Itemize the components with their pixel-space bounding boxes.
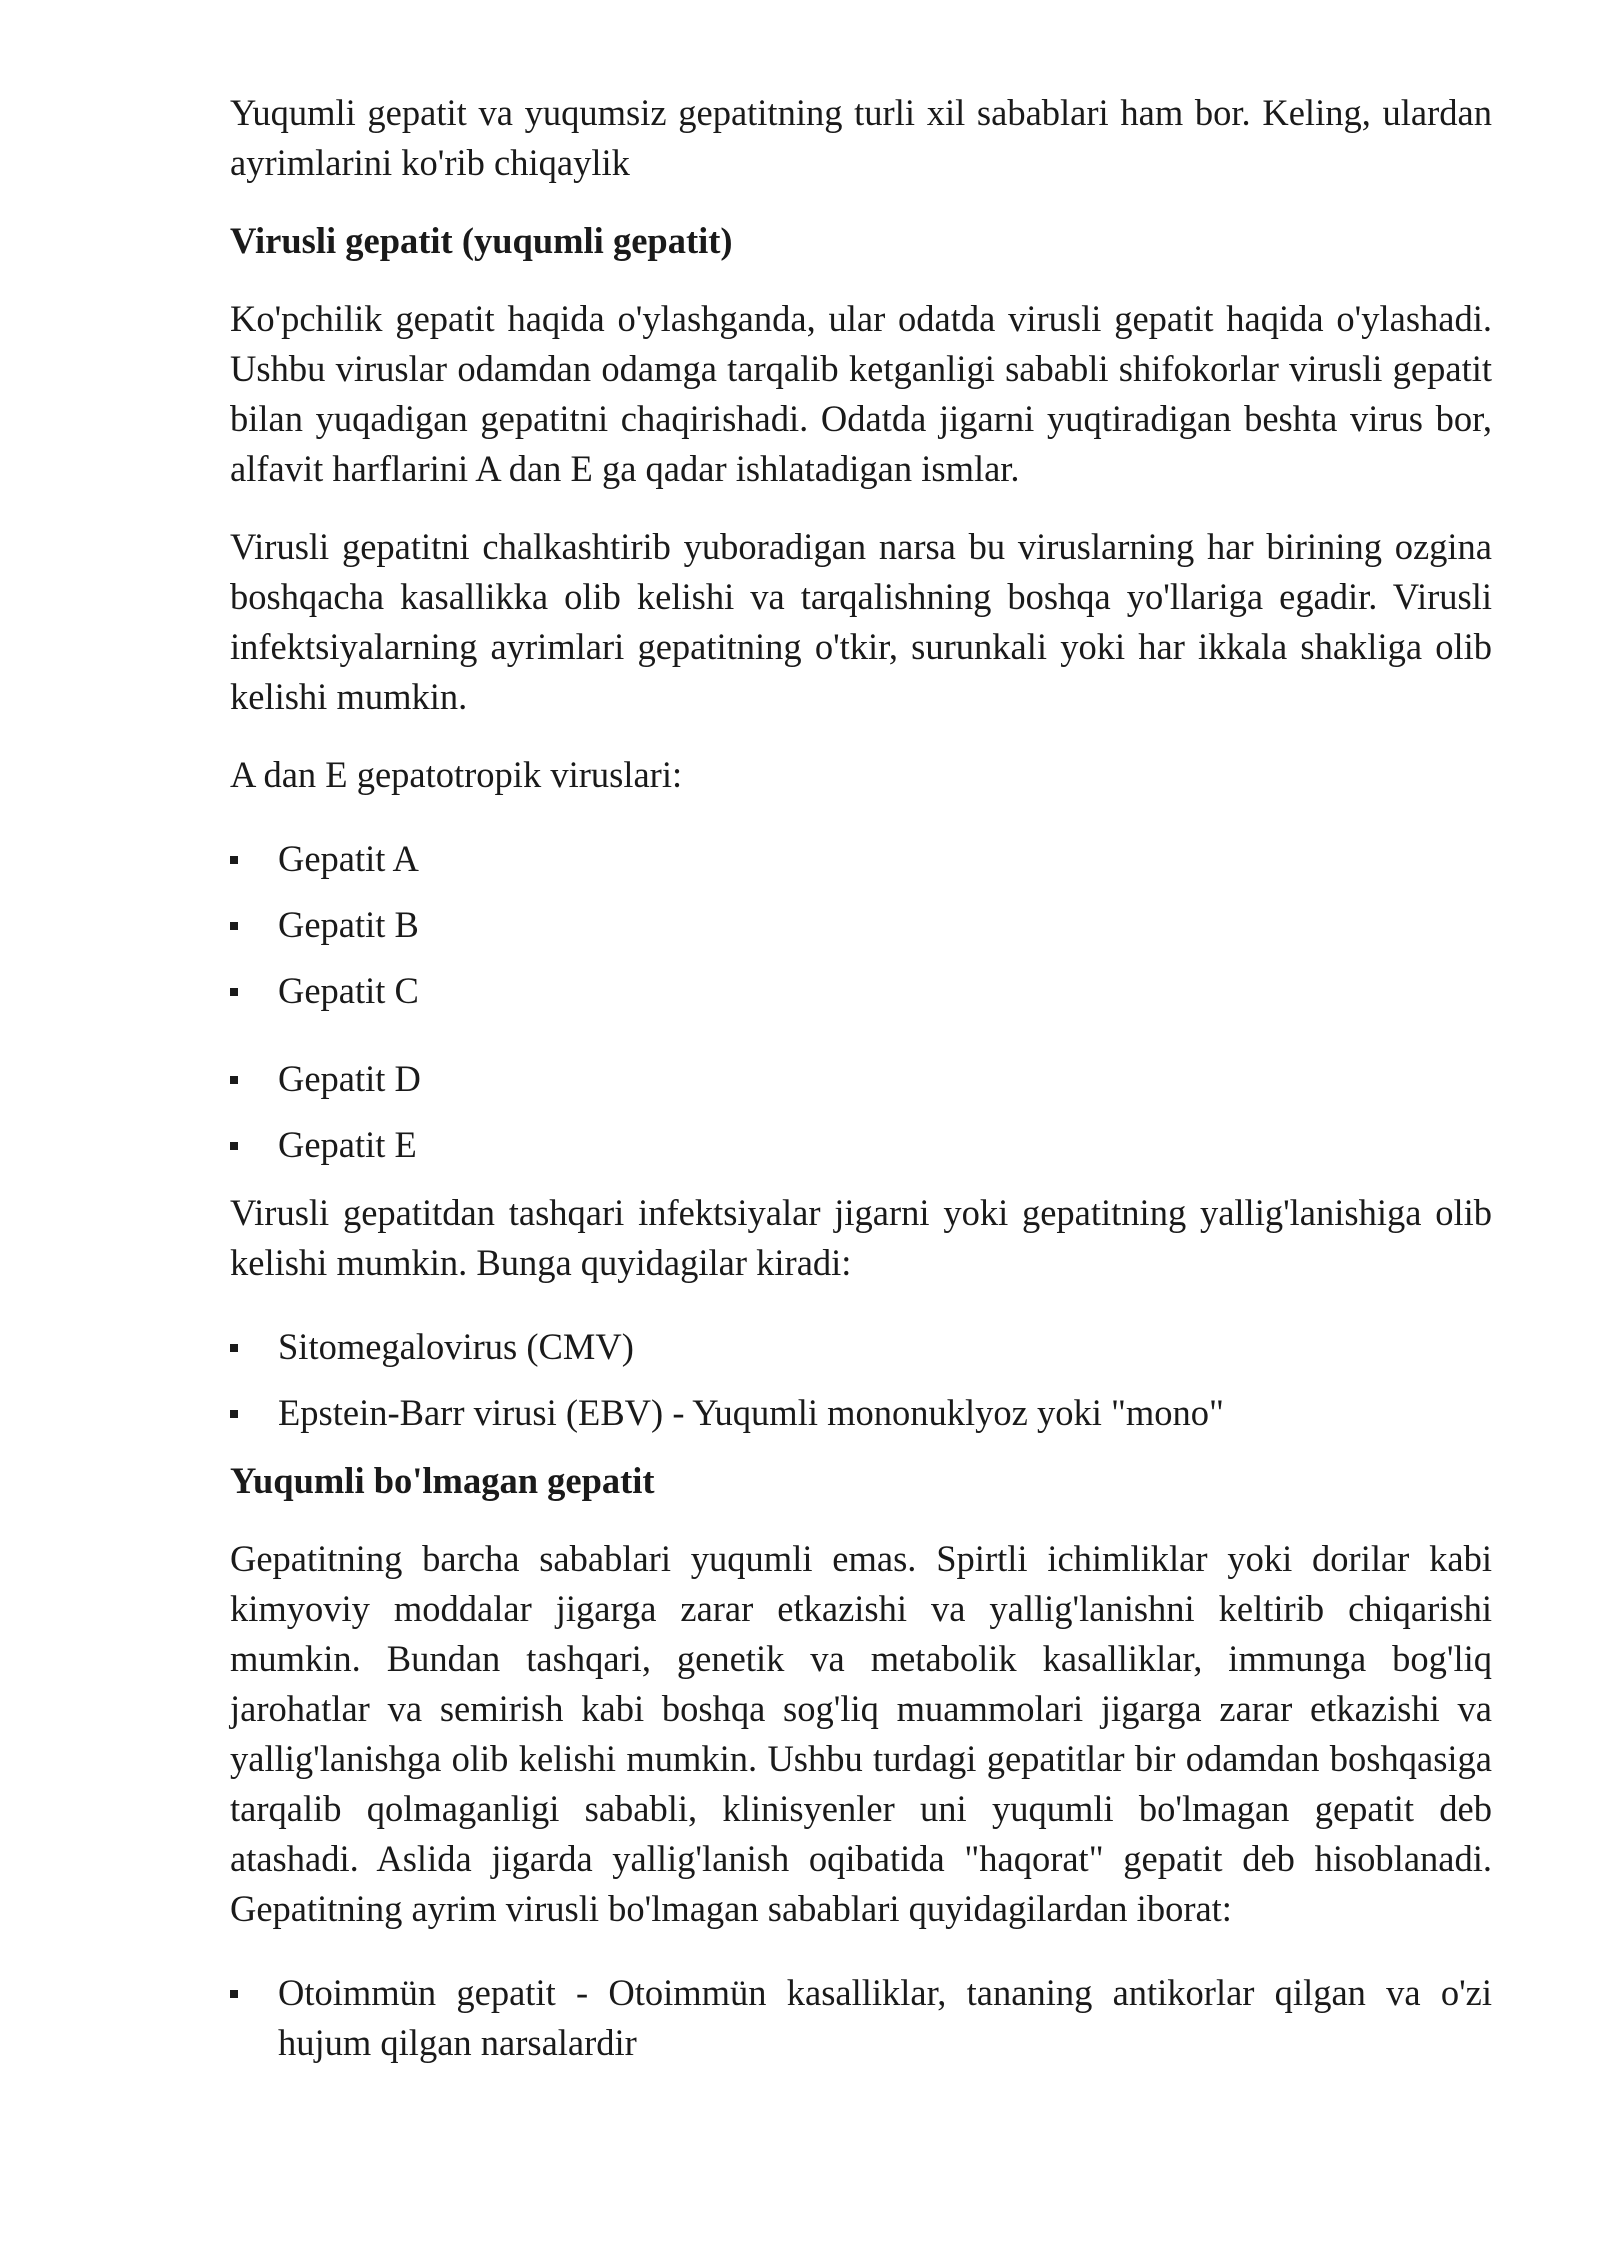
list-item-text: Gepatit E <box>278 1124 417 1165</box>
list-item <box>230 1054 1492 1104</box>
other-infections-intro: Virusli gepatitdan tashqari infektsiyalar jigarni yoki gepatitning yallig'lanishiga olib kelishi mumkin. Bunga quyidagilar kiradi: <box>230 1192 1492 1283</box>
list-item-text: Gepatit C <box>278 970 419 1011</box>
list-item <box>230 1388 1492 1438</box>
list-item <box>230 1120 1492 1170</box>
viral-hepatitis-heading: Virusli gepatit (yuqumli gepatit) <box>230 220 733 261</box>
viral-paragraph-2: Virusli gepatitni chalkashtirib yuboradigan narsa bu viruslarning har birining ozgina boshqacha kasallikka olib kelishi va tarqalishning boshqa yo'llariga egadir. Virusli infektsiyalarning ayrimlari gepatitning o'tkir, surunkali yoki har ikkala shakliga olib kelishi mumkin. <box>230 526 1492 717</box>
bullet-icon <box>230 922 238 930</box>
bullet-icon <box>230 1344 238 1352</box>
list-item-text: Otoimmün gepatit - Otoimmün kasalliklar, tananing antikorlar qilgan va o'zi hujum qilgan narsalardir <box>278 1972 1492 2063</box>
bullet-icon <box>230 988 238 996</box>
non-infectious-paragraph: Gepatitning barcha sabablari yuqumli emas. Spirtli ichimliklar yoki dorilar kabi kimyoviy moddalar jigarga zarar etkazishi va yallig'lanishni keltirib chiqarishi mumkin. Bundan tashqari, genetik va metabolik kasalliklar, immunga bog'liq jarohatlar va semirish kabi boshqa sog'liq muammolari jigarga zarar etkazishi va yallig'lanishga olib kelishi mumkin. Ushbu turdagi gepatitlar bir odamdan boshqasiga tarqalib qolmaganligi sababli, klinisyenler uni yuqumli bo'lmagan gepatit deb atashadi. Aslida jigarda yallig'lanish oqibatida "haqorat" gepatit deb hisoblanadi. Gepatitning ayrim virusli bo'lmagan sabablari quyidagilardan iborat: <box>230 1538 1492 1929</box>
list-item-text: Sitomegalovirus (CMV) <box>278 1326 634 1367</box>
bullet-icon <box>230 1076 238 1084</box>
bullet-icon <box>230 856 238 864</box>
list-item-text: Epstein-Barr virusi (EBV) - Yuqumli mononuklyoz yoki "mono" <box>278 1392 1224 1433</box>
bullet-icon <box>230 1142 238 1150</box>
other-infections-list <box>230 1322 1492 1438</box>
bullet-icon <box>230 1990 238 1998</box>
list-item-text: Gepatit B <box>278 904 419 945</box>
list-item-text: Gepatit A <box>278 838 419 879</box>
list-item <box>230 1322 1492 1372</box>
virus-list-intro: A dan E gepatotropik viruslari: <box>230 754 683 795</box>
list-item <box>230 966 1492 1016</box>
virus-list <box>230 834 1492 1170</box>
list-item-text: Gepatit D <box>278 1058 421 1099</box>
list-item <box>230 900 1492 950</box>
viral-paragraph-1: Ko'pchilik gepatit haqida o'ylashganda, ular odatda virusli gepatit haqida o'ylashadi. Ushbu viruslar odamdan odamga tarqalib ketganligi sababli shifokorlar virusli gepatit bilan yuqadigan gepatitni chaqirishadi. Odatda jigarni yuqtiradigan beshta virus bor, alfavit harflarini A dan E ga qadar ishlatadigan ismlar. <box>230 298 1492 489</box>
list-item <box>230 834 1492 884</box>
document-page <box>230 88 1492 2068</box>
non-infectious-hepatitis-heading: Yuqumli bo'lmagan gepatit <box>230 1460 655 1501</box>
list-item <box>230 1968 1492 2068</box>
intro-paragraph: Yuqumli gepatit va yuqumsiz gepatitning turli xil sabablari ham bor. Keling, ulardan ayrimlarini ko'rib chiqaylik <box>230 92 1492 183</box>
bullet-icon <box>230 1410 238 1418</box>
non-viral-causes-list <box>230 1968 1492 2068</box>
